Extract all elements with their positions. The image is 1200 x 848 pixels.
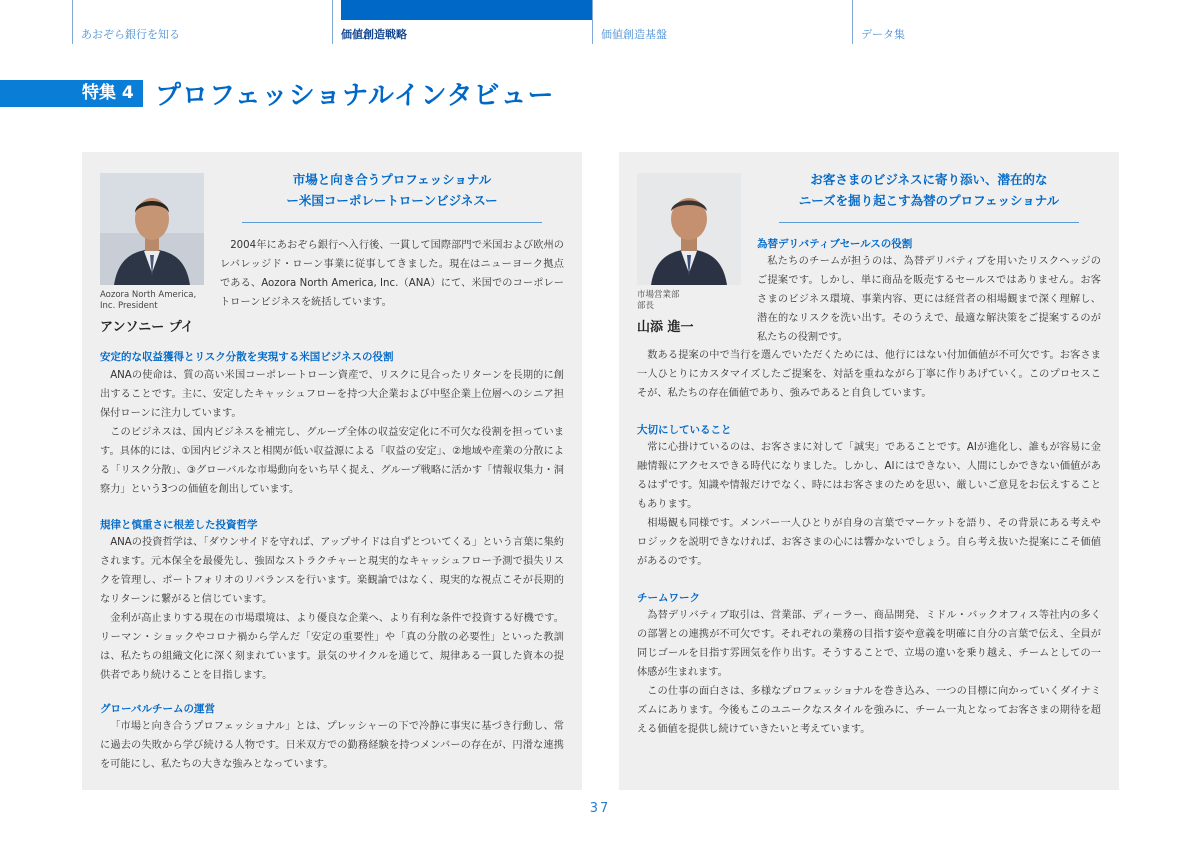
nav-item-value-creation-foundation[interactable] — [592, 0, 852, 44]
interview-panel-left — [82, 152, 582, 790]
nav-item-label: データ集 — [861, 28, 905, 41]
section-heading: 安定的な収益獲得とリスク分散を実現する米国ビジネスの役割 — [100, 351, 394, 363]
nav-item-data[interactable] — [852, 0, 1112, 44]
person-name: アンソニー プイ — [100, 320, 194, 335]
top-navigation — [72, 0, 1112, 44]
caption-line: Inc. President — [100, 301, 158, 311]
headline-line: ニーズを掘り起こす為替のプロフェッショナル — [798, 193, 1060, 208]
section-heading: チームワーク — [637, 592, 700, 604]
page-number: 37 — [589, 801, 611, 816]
body-paragraph: 私たちのチームが担うのは、為替デリバティブを用いたリスクヘッジのご提案です。しかし、単に商品を販売するセールスではありません。お客さまのビジネス環境、事業内容、更には経営者の相場観まで深く理解し、潜在的なリスクを洗い出す。そのうえで、最適な解決策をご提案するのが私たちの役割です。 — [757, 256, 1101, 343]
nav-item-label: 価値創造基盤 — [601, 28, 667, 41]
caption-line: 部長 — [637, 301, 655, 311]
body-paragraph: この仕事の面白さは、多様なプロフェッショナルを巻き込み、一つの目標に向かっていくダイナミズムにあります。今後もこのユニークなスタイルを強みに、チーム一丸となってお客さまの期待を超える価値を提供し続けていきたいと考えています。 — [637, 686, 1101, 735]
body-paragraph: ANAの使命は、質の高い米国コーポレートローン資産で、リスクに見合ったリターンを長期的に創出することです。主に、安定したキャッシュフローを持つ大企業および中堅企業上位層へのシニア担保付ローンに注力しています。 — [100, 370, 564, 419]
caption-line: Aozora North America, — [100, 290, 197, 300]
portrait-photo — [637, 173, 741, 285]
nav-item-value-creation-strategy[interactable] — [332, 0, 592, 44]
interview-panel-right — [619, 152, 1119, 790]
body-paragraph: 常に心掛けているのは、お客さまに対して「誠実」であることです。AIが進化し、誰もが容易に金融情報にアクセスできる時代になりました。しかし、AIにはできない、人間にしかできない価値があるはずです。知識や情報だけでなく、時にはお客さまのためを思い、厳しいご意見をお伝えすることもあります。 — [637, 442, 1101, 510]
interview-headline — [222, 169, 562, 211]
headline-divider — [242, 222, 542, 223]
body-paragraph: このビジネスは、国内ビジネスを補完し、グループ全体の収益安定化に不可欠な役割を担っています。具体的には、①国内ビジネスと相関が低い収益源による「収益の安定」、②地域や産業の分散による「リスク分散」、③グローバルな市場動向をいち早く捉え、グループ戦略に活かす「情報収集力・洞察力」という3つの価値を創出しています。 — [100, 427, 564, 495]
feature-tag: 特集 4 — [0, 80, 143, 107]
headline-line: ー米国コーポレートローンビジネスー — [286, 193, 498, 208]
headline-line: お客さまのビジネスに寄り添い、潜在的な — [810, 172, 1048, 187]
body-paragraph: 相場観も同様です。メンバー一人ひとりが自身の言葉でマーケットを語り、その背景にある考えやロジックを説明できなければ、お客さまの心には響かないでしょう。自ら考え抜いた提案にこそ価値があるのです。 — [637, 518, 1101, 567]
active-nav-indicator — [341, 0, 592, 20]
body-paragraph: 金利が高止まりする現在の市場環境は、より優良な企業へ、より有利な条件で投資する好機です。リーマン・ショックやコロナ禍から学んだ「安定の重要性」や「真の分散の必要性」といった教訓は、私たちの組織文化に深く刻まれています。景気のサイクルを通じて、規律ある一貫した資本の提供者であり続けることを目指します。 — [100, 613, 564, 681]
body-paragraph: 「市場と向き合うプロフェッショナル」とは、プレッシャーの下で冷静に事実に基づき行動し、常に過去の失敗から学び続ける人物です。日米双方での勤務経験を持つメンバーの存在が、円滑な連携を可能にし、私たちの大きな強みとなっています。 — [100, 721, 564, 770]
section-heading: グローバルチームの運営 — [100, 703, 215, 715]
nav-item-know-bank[interactable] — [72, 0, 332, 44]
intro-paragraph: 2004年にあおぞら銀行へ入行後、一貫して国際部門で米国および欧州のレバレッジド・ローン事業に従事してきました。現在はニューヨーク拠点である、Aozora North America, Inc.（ANA）にて、米国でのコーポレートローンビジネスを統括しています。 — [220, 240, 564, 308]
headline-line: 市場と向き合うプロフェッショナル — [292, 172, 492, 187]
section-heading: 大切にしていること — [637, 424, 732, 436]
person-name: 山添 進一 — [637, 320, 694, 335]
portrait-photo — [100, 173, 204, 285]
section-heading: 為替デリバティブセールスの役割 — [757, 238, 913, 250]
body-paragraph: ANAの投資哲学は、「ダウンサイドを守れば、アップサイドは自ずとついてくる」という言葉に集約されます。元本保全を最優先し、強固なストラクチャーと現実的なキャッシュフロー予測で損失リスクを管理し、ポートフォリオのリバランスを行います。楽観論ではなく、現実的な視点こそが長期的なリターンに繋がると信じています。 — [100, 537, 564, 605]
body-paragraph: 為替デリバティブ取引は、営業部、ディーラー、商品開発、ミドル・バックオフィス等社内の多くの部署との連携が不可欠です。それぞれの業務の目指す姿や意義を明確に自分の言葉で伝え、全員が同じゴールを目指す雰囲気を作り出す。そうすることで、立場の違いを乗り越え、チームとしての一体感が生まれます。 — [637, 610, 1101, 678]
nav-item-label: あおぞら銀行を知る — [81, 28, 180, 41]
section-heading: 規律と慎重さに根差した投資哲学 — [100, 519, 258, 531]
body-paragraph: 数ある提案の中で当行を選んでいただくためには、他行にはない付加価値が不可欠です。お客さま一人ひとりにカスタマイズしたご提案を、対話を重ねながら丁寧に作りあげていく。このプロセスこそが、私たちの存在価値であり、強みであると自負しています。 — [637, 350, 1101, 399]
headline-divider — [779, 222, 1079, 223]
page-title: プロフェッショナルインタビュー — [155, 81, 555, 111]
nav-item-label: 価値創造戦略 — [341, 28, 407, 41]
person-caption — [637, 290, 680, 312]
interview-headline — [759, 169, 1099, 211]
person-caption — [100, 290, 196, 312]
person-silhouette-icon — [100, 173, 204, 285]
caption-line: 市場営業部 — [637, 290, 680, 300]
person-silhouette-icon — [637, 173, 741, 285]
